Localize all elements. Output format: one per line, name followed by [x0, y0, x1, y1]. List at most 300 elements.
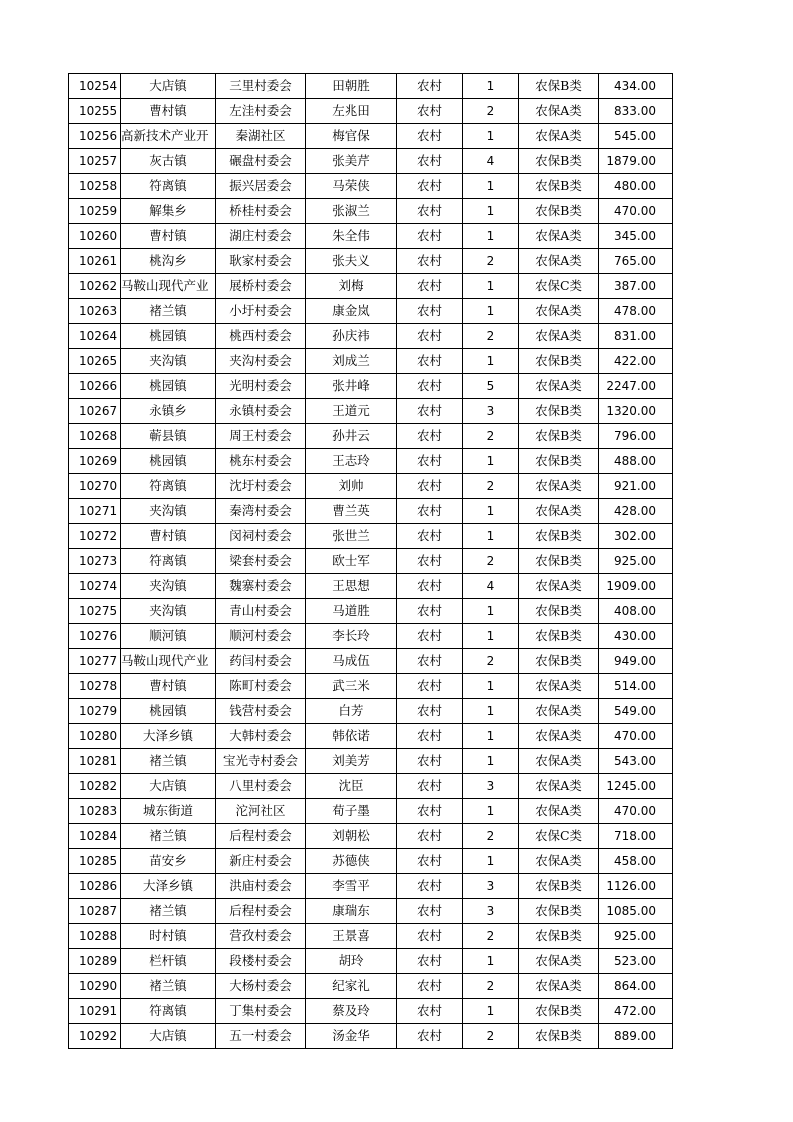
- insurance-category-cell: 农保A类: [519, 324, 599, 349]
- insurance-category-cell: 农保B类: [519, 399, 599, 424]
- insurance-category-cell: 农保B类: [519, 899, 599, 924]
- table-row: [69, 824, 673, 849]
- town-cell: 夹沟镇: [121, 599, 216, 624]
- village-committee-cell: 丁集村委会: [216, 999, 306, 1024]
- amount-cell: 488.00: [599, 449, 673, 474]
- household-type-cell: 农村: [397, 874, 463, 899]
- household-type-cell: 农村: [397, 449, 463, 474]
- town-cell: 符离镇: [121, 999, 216, 1024]
- person-name-cell: 王景喜: [306, 924, 397, 949]
- village-committee-cell: 振兴居委会: [216, 174, 306, 199]
- town-cell: 马鞍山现代产业: [121, 649, 216, 674]
- member-count-cell: 2: [463, 649, 519, 674]
- household-type-cell: 农村: [397, 599, 463, 624]
- record-id-cell: 10258: [69, 174, 121, 199]
- insurance-category-cell: 农保B类: [519, 999, 599, 1024]
- insurance-category-cell: 农保B类: [519, 449, 599, 474]
- village-committee-cell: 三里村委会: [216, 74, 306, 99]
- village-committee-cell: 后程村委会: [216, 824, 306, 849]
- household-type-cell: 农村: [397, 649, 463, 674]
- insurance-category-cell: 农保B类: [519, 1024, 599, 1049]
- insurance-category-cell: 农保A类: [519, 299, 599, 324]
- town-cell: 高新技术产业开: [121, 124, 216, 149]
- amount-cell: 833.00: [599, 99, 673, 124]
- member-count-cell: 1: [463, 224, 519, 249]
- record-id-cell: 10290: [69, 974, 121, 999]
- member-count-cell: 1: [463, 349, 519, 374]
- person-name-cell: 李长玲: [306, 624, 397, 649]
- insurance-category-cell: 农保B类: [519, 149, 599, 174]
- person-name-cell: 梅官保: [306, 124, 397, 149]
- town-cell: 褚兰镇: [121, 299, 216, 324]
- member-count-cell: 3: [463, 774, 519, 799]
- table-row: [69, 124, 673, 149]
- insurance-category-cell: 农保A类: [519, 799, 599, 824]
- record-id-cell: 10254: [69, 74, 121, 99]
- person-name-cell: 张世兰: [306, 524, 397, 549]
- town-cell: 曹村镇: [121, 524, 216, 549]
- table-row: [69, 924, 673, 949]
- household-type-cell: 农村: [397, 749, 463, 774]
- town-cell: 褚兰镇: [121, 899, 216, 924]
- table-row: [69, 199, 673, 224]
- insurance-category-cell: 农保A类: [519, 374, 599, 399]
- person-name-cell: 张夫义: [306, 249, 397, 274]
- record-id-cell: 10268: [69, 424, 121, 449]
- member-count-cell: 1: [463, 949, 519, 974]
- member-count-cell: 1: [463, 599, 519, 624]
- village-committee-cell: 顺河村委会: [216, 624, 306, 649]
- record-id-cell: 10292: [69, 1024, 121, 1049]
- insurance-category-cell: 农保A类: [519, 699, 599, 724]
- town-cell: 解集乡: [121, 199, 216, 224]
- table-row: [69, 374, 673, 399]
- household-type-cell: 农村: [397, 774, 463, 799]
- village-committee-cell: 光明村委会: [216, 374, 306, 399]
- household-type-cell: 农村: [397, 674, 463, 699]
- member-count-cell: 2: [463, 249, 519, 274]
- table-row: [69, 174, 673, 199]
- member-count-cell: 1: [463, 199, 519, 224]
- insurance-category-cell: 农保B类: [519, 649, 599, 674]
- person-name-cell: 欧士军: [306, 549, 397, 574]
- town-cell: 时村镇: [121, 924, 216, 949]
- village-committee-cell: 药闫村委会: [216, 649, 306, 674]
- table-row: [69, 449, 673, 474]
- town-cell: 符离镇: [121, 174, 216, 199]
- town-cell: 曹村镇: [121, 224, 216, 249]
- member-count-cell: 2: [463, 324, 519, 349]
- village-committee-cell: 小圩村委会: [216, 299, 306, 324]
- town-cell: 栏杆镇: [121, 949, 216, 974]
- insurance-category-cell: 农保B类: [519, 624, 599, 649]
- record-id-cell: 10276: [69, 624, 121, 649]
- amount-cell: 480.00: [599, 174, 673, 199]
- household-type-cell: 农村: [397, 699, 463, 724]
- household-type-cell: 农村: [397, 474, 463, 499]
- table-row: [69, 224, 673, 249]
- amount-cell: 430.00: [599, 624, 673, 649]
- member-count-cell: 2: [463, 424, 519, 449]
- amount-cell: 2247.00: [599, 374, 673, 399]
- amount-cell: 345.00: [599, 224, 673, 249]
- record-id-cell: 10257: [69, 149, 121, 174]
- insurance-category-cell: 农保B类: [519, 174, 599, 199]
- household-type-cell: 农村: [397, 99, 463, 124]
- amount-cell: 523.00: [599, 949, 673, 974]
- household-type-cell: 农村: [397, 974, 463, 999]
- member-count-cell: 1: [463, 624, 519, 649]
- record-id-cell: 10259: [69, 199, 121, 224]
- amount-cell: 718.00: [599, 824, 673, 849]
- village-committee-cell: 沱河社区: [216, 799, 306, 824]
- person-name-cell: 刘朝松: [306, 824, 397, 849]
- household-type-cell: 农村: [397, 849, 463, 874]
- person-name-cell: 刘成兰: [306, 349, 397, 374]
- person-name-cell: 朱全伟: [306, 224, 397, 249]
- amount-cell: 1085.00: [599, 899, 673, 924]
- insurance-category-cell: 农保A类: [519, 499, 599, 524]
- record-id-cell: 10262: [69, 274, 121, 299]
- table-row: [69, 749, 673, 774]
- person-name-cell: 胡玲: [306, 949, 397, 974]
- town-cell: 城东街道: [121, 799, 216, 824]
- table-row: [69, 599, 673, 624]
- person-name-cell: 王道元: [306, 399, 397, 424]
- amount-cell: 864.00: [599, 974, 673, 999]
- town-cell: 褚兰镇: [121, 824, 216, 849]
- insurance-category-cell: 农保C类: [519, 824, 599, 849]
- record-id-cell: 10285: [69, 849, 121, 874]
- amount-cell: 1245.00: [599, 774, 673, 799]
- household-type-cell: 农村: [397, 899, 463, 924]
- record-id-cell: 10286: [69, 874, 121, 899]
- record-id-cell: 10282: [69, 774, 121, 799]
- village-committee-cell: 五一村委会: [216, 1024, 306, 1049]
- table-row: [69, 724, 673, 749]
- record-id-cell: 10261: [69, 249, 121, 274]
- member-count-cell: 4: [463, 574, 519, 599]
- person-name-cell: 左兆田: [306, 99, 397, 124]
- household-type-cell: 农村: [397, 624, 463, 649]
- member-count-cell: 1: [463, 449, 519, 474]
- table-row: [69, 874, 673, 899]
- amount-cell: 470.00: [599, 799, 673, 824]
- member-count-cell: 1: [463, 274, 519, 299]
- person-name-cell: 武三米: [306, 674, 397, 699]
- village-committee-cell: 大韩村委会: [216, 724, 306, 749]
- person-name-cell: 王思想: [306, 574, 397, 599]
- member-count-cell: 1: [463, 74, 519, 99]
- town-cell: 永镇乡: [121, 399, 216, 424]
- household-type-cell: 农村: [397, 1024, 463, 1049]
- household-type-cell: 农村: [397, 499, 463, 524]
- record-id-cell: 10288: [69, 924, 121, 949]
- amount-cell: 1879.00: [599, 149, 673, 174]
- insurance-category-cell: 农保C类: [519, 274, 599, 299]
- member-count-cell: 1: [463, 799, 519, 824]
- member-count-cell: 5: [463, 374, 519, 399]
- person-name-cell: 王志玲: [306, 449, 397, 474]
- amount-cell: 514.00: [599, 674, 673, 699]
- record-id-cell: 10270: [69, 474, 121, 499]
- person-name-cell: 刘美芳: [306, 749, 397, 774]
- table-row: [69, 324, 673, 349]
- town-cell: 褚兰镇: [121, 974, 216, 999]
- table-row: [69, 74, 673, 99]
- person-name-cell: 沈臣: [306, 774, 397, 799]
- amount-cell: 302.00: [599, 524, 673, 549]
- amount-cell: 543.00: [599, 749, 673, 774]
- table-row: [69, 799, 673, 824]
- village-committee-cell: 湖庄村委会: [216, 224, 306, 249]
- record-id-cell: 10283: [69, 799, 121, 824]
- household-type-cell: 农村: [397, 174, 463, 199]
- amount-cell: 387.00: [599, 274, 673, 299]
- amount-cell: 428.00: [599, 499, 673, 524]
- village-committee-cell: 永镇村委会: [216, 399, 306, 424]
- member-count-cell: 2: [463, 99, 519, 124]
- amount-cell: 1126.00: [599, 874, 673, 899]
- table-row: [69, 399, 673, 424]
- record-id-cell: 10265: [69, 349, 121, 374]
- person-name-cell: 孙井云: [306, 424, 397, 449]
- town-cell: 符离镇: [121, 549, 216, 574]
- household-type-cell: 农村: [397, 424, 463, 449]
- village-committee-cell: 魏寨村委会: [216, 574, 306, 599]
- insurance-category-cell: 农保B类: [519, 599, 599, 624]
- town-cell: 桃沟乡: [121, 249, 216, 274]
- town-cell: 大泽乡镇: [121, 874, 216, 899]
- record-id-cell: 10273: [69, 549, 121, 574]
- record-id-cell: 10266: [69, 374, 121, 399]
- town-cell: 大店镇: [121, 774, 216, 799]
- insurance-category-cell: 农保A类: [519, 574, 599, 599]
- record-id-cell: 10274: [69, 574, 121, 599]
- household-type-cell: 农村: [397, 399, 463, 424]
- person-name-cell: 李雪平: [306, 874, 397, 899]
- insurance-category-cell: 农保A类: [519, 249, 599, 274]
- table-row: [69, 99, 673, 124]
- record-id-cell: 10269: [69, 449, 121, 474]
- town-cell: 桃园镇: [121, 324, 216, 349]
- person-name-cell: 马荣侠: [306, 174, 397, 199]
- amount-cell: 478.00: [599, 299, 673, 324]
- record-id-cell: 10255: [69, 99, 121, 124]
- village-committee-cell: 青山村委会: [216, 599, 306, 624]
- amount-cell: 796.00: [599, 424, 673, 449]
- record-id-cell: 10277: [69, 649, 121, 674]
- village-committee-cell: 钱营村委会: [216, 699, 306, 724]
- member-count-cell: 3: [463, 874, 519, 899]
- village-committee-cell: 桥桂村委会: [216, 199, 306, 224]
- member-count-cell: 1: [463, 674, 519, 699]
- table-row: [69, 849, 673, 874]
- household-type-cell: 农村: [397, 124, 463, 149]
- table-row: [69, 674, 673, 699]
- record-id-cell: 10280: [69, 724, 121, 749]
- village-committee-cell: 桃西村委会: [216, 324, 306, 349]
- household-type-cell: 农村: [397, 149, 463, 174]
- table-row: [69, 974, 673, 999]
- member-count-cell: 1: [463, 749, 519, 774]
- insurance-category-cell: 农保A类: [519, 674, 599, 699]
- person-name-cell: 马道胜: [306, 599, 397, 624]
- insurance-category-cell: 农保B类: [519, 349, 599, 374]
- person-name-cell: 韩依诺: [306, 724, 397, 749]
- member-count-cell: 1: [463, 299, 519, 324]
- record-id-cell: 10281: [69, 749, 121, 774]
- member-count-cell: 2: [463, 974, 519, 999]
- insurance-category-cell: 农保A类: [519, 99, 599, 124]
- insurance-category-cell: 农保A类: [519, 224, 599, 249]
- table-row: [69, 649, 673, 674]
- village-committee-cell: 大杨村委会: [216, 974, 306, 999]
- village-committee-cell: 段楼村委会: [216, 949, 306, 974]
- town-cell: 桃园镇: [121, 699, 216, 724]
- insurance-category-cell: 农保B类: [519, 199, 599, 224]
- record-id-cell: 10264: [69, 324, 121, 349]
- person-name-cell: 张井峰: [306, 374, 397, 399]
- town-cell: 大店镇: [121, 74, 216, 99]
- member-count-cell: 1: [463, 499, 519, 524]
- village-committee-cell: 沈圩村委会: [216, 474, 306, 499]
- member-count-cell: 1: [463, 724, 519, 749]
- town-cell: 大店镇: [121, 1024, 216, 1049]
- table-row: [69, 349, 673, 374]
- town-cell: 曹村镇: [121, 674, 216, 699]
- amount-cell: 889.00: [599, 1024, 673, 1049]
- village-committee-cell: 桃东村委会: [216, 449, 306, 474]
- amount-cell: 765.00: [599, 249, 673, 274]
- member-count-cell: 2: [463, 1024, 519, 1049]
- record-table: [68, 73, 673, 1049]
- record-id-cell: 10278: [69, 674, 121, 699]
- person-name-cell: 康金岚: [306, 299, 397, 324]
- village-committee-cell: 闵祠村委会: [216, 524, 306, 549]
- record-id-cell: 10267: [69, 399, 121, 424]
- town-cell: 褚兰镇: [121, 749, 216, 774]
- table-row: [69, 899, 673, 924]
- village-committee-cell: 梁套村委会: [216, 549, 306, 574]
- amount-cell: 470.00: [599, 724, 673, 749]
- town-cell: 夹沟镇: [121, 574, 216, 599]
- village-committee-cell: 后程村委会: [216, 899, 306, 924]
- household-type-cell: 农村: [397, 999, 463, 1024]
- amount-cell: 1909.00: [599, 574, 673, 599]
- household-type-cell: 农村: [397, 249, 463, 274]
- insurance-category-cell: 农保B类: [519, 924, 599, 949]
- person-name-cell: 康瑞东: [306, 899, 397, 924]
- amount-cell: 422.00: [599, 349, 673, 374]
- table-row: [69, 474, 673, 499]
- insurance-category-cell: 农保A类: [519, 849, 599, 874]
- insurance-category-cell: 农保A类: [519, 749, 599, 774]
- table-row: [69, 524, 673, 549]
- village-committee-cell: 新庄村委会: [216, 849, 306, 874]
- village-committee-cell: 陈町村委会: [216, 674, 306, 699]
- member-count-cell: 1: [463, 174, 519, 199]
- person-name-cell: 刘帅: [306, 474, 397, 499]
- amount-cell: 925.00: [599, 549, 673, 574]
- town-cell: 夹沟镇: [121, 499, 216, 524]
- member-count-cell: 2: [463, 824, 519, 849]
- household-type-cell: 农村: [397, 574, 463, 599]
- record-id-cell: 10271: [69, 499, 121, 524]
- insurance-category-cell: 农保A类: [519, 974, 599, 999]
- record-id-cell: 10263: [69, 299, 121, 324]
- person-name-cell: 张淑兰: [306, 199, 397, 224]
- village-committee-cell: 左洼村委会: [216, 99, 306, 124]
- household-type-cell: 农村: [397, 74, 463, 99]
- insurance-category-cell: 农保B类: [519, 424, 599, 449]
- person-name-cell: 苏德侠: [306, 849, 397, 874]
- village-committee-cell: 耿家村委会: [216, 249, 306, 274]
- town-cell: 蕲县镇: [121, 424, 216, 449]
- amount-cell: 545.00: [599, 124, 673, 149]
- record-id-cell: 10275: [69, 599, 121, 624]
- town-cell: 符离镇: [121, 474, 216, 499]
- amount-cell: 921.00: [599, 474, 673, 499]
- town-cell: 马鞍山现代产业: [121, 274, 216, 299]
- household-type-cell: 农村: [397, 924, 463, 949]
- person-name-cell: 蔡及玲: [306, 999, 397, 1024]
- household-type-cell: 农村: [397, 799, 463, 824]
- table-row: [69, 774, 673, 799]
- person-name-cell: 田朝胜: [306, 74, 397, 99]
- amount-cell: 458.00: [599, 849, 673, 874]
- household-type-cell: 农村: [397, 949, 463, 974]
- table-row: [69, 424, 673, 449]
- town-cell: 大泽乡镇: [121, 724, 216, 749]
- record-id-cell: 10291: [69, 999, 121, 1024]
- member-count-cell: 3: [463, 399, 519, 424]
- household-type-cell: 农村: [397, 224, 463, 249]
- member-count-cell: 1: [463, 699, 519, 724]
- record-id-cell: 10272: [69, 524, 121, 549]
- village-committee-cell: 展桥村委会: [216, 274, 306, 299]
- person-name-cell: 刘梅: [306, 274, 397, 299]
- member-count-cell: 3: [463, 899, 519, 924]
- table-row: [69, 249, 673, 274]
- person-name-cell: 白芳: [306, 699, 397, 724]
- table-row: [69, 149, 673, 174]
- table-row: [69, 499, 673, 524]
- insurance-category-cell: 农保A类: [519, 774, 599, 799]
- table-row: [69, 274, 673, 299]
- member-count-cell: 2: [463, 474, 519, 499]
- amount-cell: 549.00: [599, 699, 673, 724]
- household-type-cell: 农村: [397, 524, 463, 549]
- record-id-cell: 10279: [69, 699, 121, 724]
- person-name-cell: 纪家礼: [306, 974, 397, 999]
- household-type-cell: 农村: [397, 199, 463, 224]
- table-row: [69, 949, 673, 974]
- insurance-category-cell: 农保B类: [519, 524, 599, 549]
- household-type-cell: 农村: [397, 274, 463, 299]
- insurance-category-cell: 农保A类: [519, 124, 599, 149]
- amount-cell: 434.00: [599, 74, 673, 99]
- person-name-cell: 张美芹: [306, 149, 397, 174]
- record-id-cell: 10256: [69, 124, 121, 149]
- member-count-cell: 1: [463, 849, 519, 874]
- member-count-cell: 2: [463, 924, 519, 949]
- table-row: [69, 624, 673, 649]
- table-row: [69, 699, 673, 724]
- member-count-cell: 1: [463, 124, 519, 149]
- town-cell: 顺河镇: [121, 624, 216, 649]
- amount-cell: 1320.00: [599, 399, 673, 424]
